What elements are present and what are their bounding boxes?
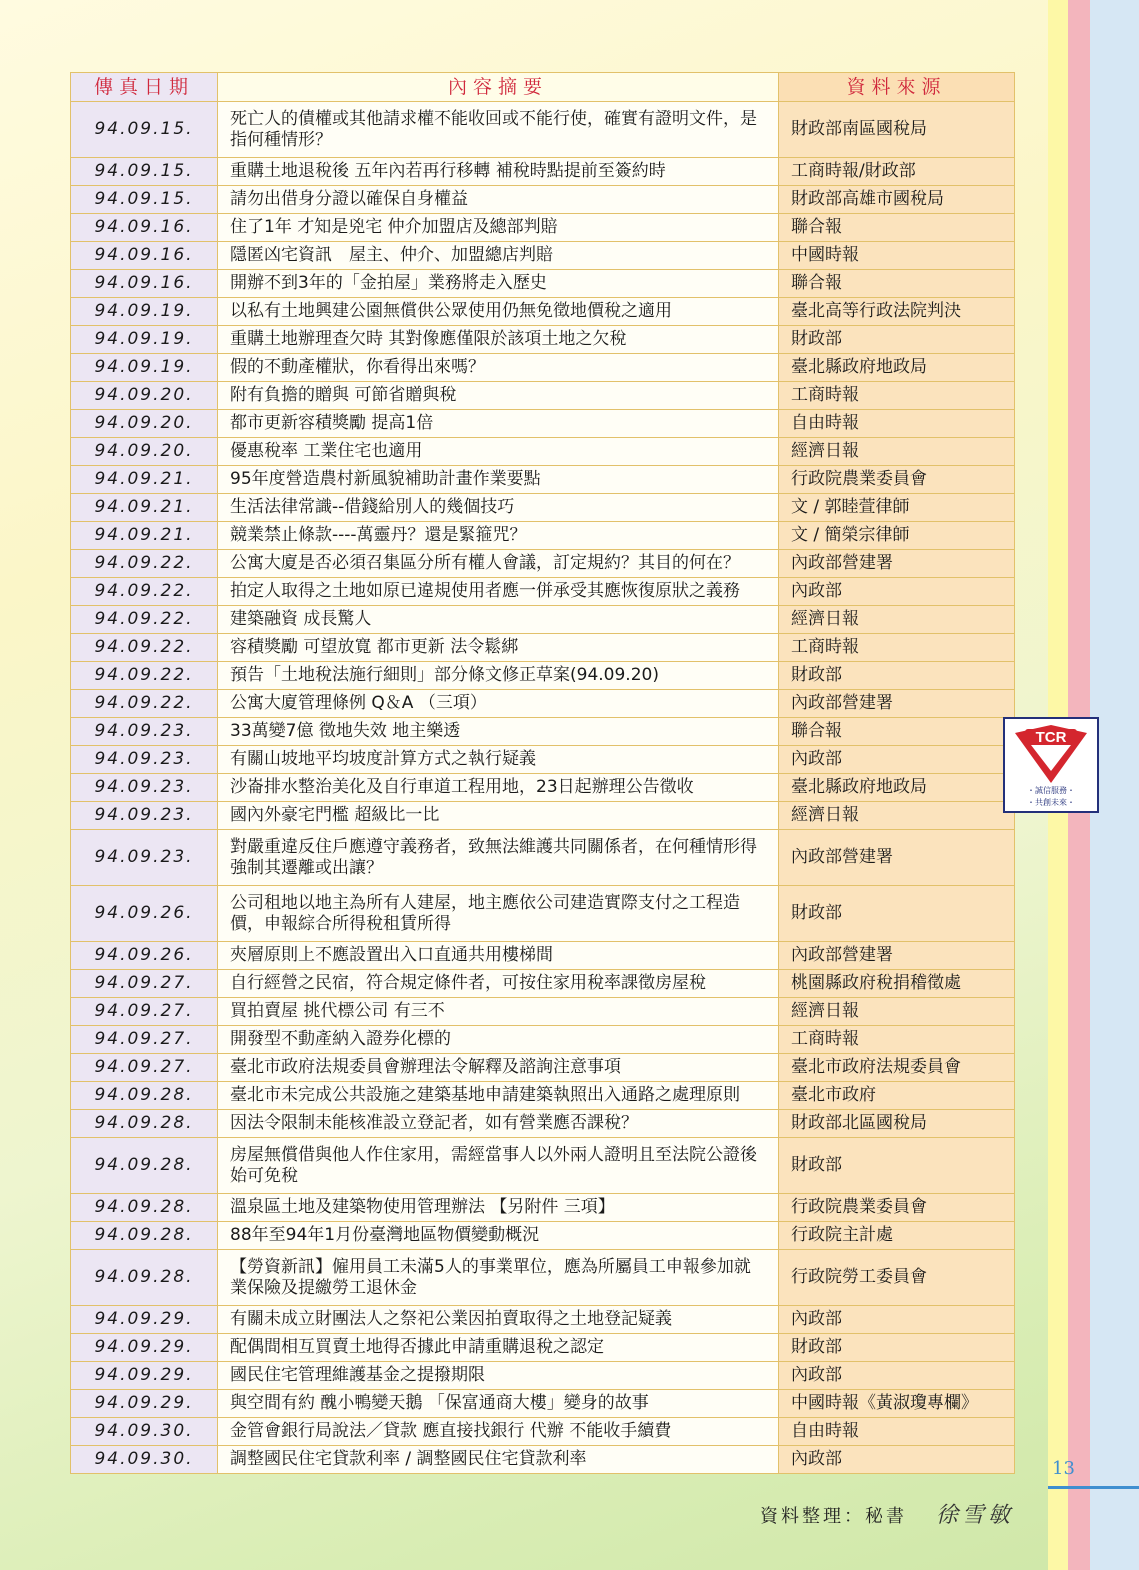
row-date: 94.09.16. xyxy=(71,214,218,242)
row-date: 94.09.23. xyxy=(71,774,218,802)
row-date: 94.09.22. xyxy=(71,634,218,662)
row-source: 桃園縣政府稅捐稽徵處 xyxy=(779,970,1015,998)
row-date: 94.09.29. xyxy=(71,1362,218,1390)
table-row xyxy=(71,830,1015,886)
row-source: 臺北高等行政法院判決 xyxy=(779,298,1015,326)
row-summary: 住了1年 才知是兇宅 仲介加盟店及總部判賠 xyxy=(218,214,779,242)
row-summary: 公司租地以地主為所有人建屋，地主應依公司建造實際支付之工程造價，申報綜合所得稅租賃所得 xyxy=(218,886,779,942)
header-source: 資料來源 xyxy=(779,73,1015,102)
row-date: 94.09.28. xyxy=(71,1222,218,1250)
row-date: 94.09.20. xyxy=(71,382,218,410)
row-source: 臺北縣政府地政局 xyxy=(779,354,1015,382)
table-row xyxy=(71,634,1015,662)
row-date: 94.09.29. xyxy=(71,1306,218,1334)
row-source: 行政院主計處 xyxy=(779,1222,1015,1250)
table-row xyxy=(71,774,1015,802)
row-summary: 公寓大廈管理條例 Q＆A （三項） xyxy=(218,690,779,718)
header-summary: 內容摘要 xyxy=(218,73,779,102)
row-summary: 隱匿凶宅資訊 屋主、仲介、加盟總店判賠 xyxy=(218,242,779,270)
table-row xyxy=(71,578,1015,606)
table-row xyxy=(71,998,1015,1026)
table-row xyxy=(71,1026,1015,1054)
row-source: 文 / 郭睦萱律師 xyxy=(779,494,1015,522)
table-row xyxy=(71,690,1015,718)
row-date: 94.09.22. xyxy=(71,690,218,718)
table-row xyxy=(71,746,1015,774)
row-summary: 配偶間相互買賣土地得否據此申請重購退稅之認定 xyxy=(218,1334,779,1362)
table-row xyxy=(71,606,1015,634)
table-row xyxy=(71,158,1015,186)
table-row xyxy=(71,942,1015,970)
row-date: 94.09.15. xyxy=(71,102,218,158)
row-summary: 夾層原則上不應設置出入口直通共用樓梯間 xyxy=(218,942,779,970)
row-summary: 預告「土地稅法施行細則」部分條文修正草案(94.09.20) xyxy=(218,662,779,690)
row-summary: 重購土地退稅後 五年內若再行移轉 補稅時點提前至簽約時 xyxy=(218,158,779,186)
row-date: 94.09.22. xyxy=(71,550,218,578)
row-date: 94.09.16. xyxy=(71,242,218,270)
row-date: 94.09.22. xyxy=(71,662,218,690)
row-date: 94.09.28. xyxy=(71,1082,218,1110)
table-row xyxy=(71,1138,1015,1194)
table-row xyxy=(71,102,1015,158)
row-source: 內政部 xyxy=(779,1446,1015,1474)
logo-text: TCR xyxy=(1035,729,1067,746)
header-date: 傳真日期 xyxy=(71,73,218,102)
row-date: 94.09.15. xyxy=(71,186,218,214)
table-row xyxy=(71,1418,1015,1446)
table-row xyxy=(71,886,1015,942)
row-summary: 建築融資 成長驚人 xyxy=(218,606,779,634)
row-source: 財政部北區國稅局 xyxy=(779,1110,1015,1138)
table-row xyxy=(71,802,1015,830)
row-source: 經濟日報 xyxy=(779,998,1015,1026)
row-source: 內政部營建署 xyxy=(779,942,1015,970)
row-date: 94.09.20. xyxy=(71,410,218,438)
row-summary: 死亡人的債權或其他請求權不能收回或不能行使，確實有證明文件，是指何種情形？ xyxy=(218,102,779,158)
row-source: 經濟日報 xyxy=(779,606,1015,634)
table-row xyxy=(71,270,1015,298)
row-summary: 金管會銀行局說法／貸款 應直接找銀行 代辦 不能收手續費 xyxy=(218,1418,779,1446)
row-summary: 假的不動產權狀，你看得出來嗎？ xyxy=(218,354,779,382)
table-row xyxy=(71,354,1015,382)
row-source: 臺北市政府 xyxy=(779,1082,1015,1110)
row-summary: 因法令限制未能核准設立登記者，如有營業應否課稅？ xyxy=(218,1110,779,1138)
row-summary: 請勿出借身分證以確保自身權益 xyxy=(218,186,779,214)
table-row xyxy=(71,1390,1015,1418)
row-summary: 房屋無償借與他人作住家用，需經當事人以外兩人證明且至法院公證後始可免稅 xyxy=(218,1138,779,1194)
page-number-rule xyxy=(1048,1486,1139,1489)
row-date: 94.09.29. xyxy=(71,1390,218,1418)
row-source: 工商時報/財政部 xyxy=(779,158,1015,186)
row-source: 臺北縣政府地政局 xyxy=(779,774,1015,802)
row-summary: 溫泉區土地及建築物使用管理辦法 【另附件 三項】 xyxy=(218,1194,779,1222)
row-summary: 臺北市政府法規委員會辦理法令解釋及諮詢注意事項 xyxy=(218,1054,779,1082)
fax-summary-table xyxy=(70,72,1015,1474)
table-row xyxy=(71,214,1015,242)
row-source: 工商時報 xyxy=(779,634,1015,662)
row-date: 94.09.19. xyxy=(71,326,218,354)
table-row xyxy=(71,550,1015,578)
row-source: 財政部南區國稅局 xyxy=(779,102,1015,158)
row-date: 94.09.26. xyxy=(71,886,218,942)
row-source: 聯合報 xyxy=(779,718,1015,746)
row-date: 94.09.23. xyxy=(71,830,218,886)
table-row xyxy=(71,1306,1015,1334)
row-source: 中國時報 xyxy=(779,242,1015,270)
table-row xyxy=(71,242,1015,270)
row-summary: 附有負擔的贈與 可節省贈與稅 xyxy=(218,382,779,410)
row-date: 94.09.27. xyxy=(71,970,218,998)
row-date: 94.09.22. xyxy=(71,606,218,634)
table-body xyxy=(71,102,1015,1474)
table-row xyxy=(71,1054,1015,1082)
row-date: 94.09.28. xyxy=(71,1138,218,1194)
row-source: 內政部 xyxy=(779,1362,1015,1390)
row-date: 94.09.20. xyxy=(71,438,218,466)
row-source: 中國時報《黃淑瓊專欄》 xyxy=(779,1390,1015,1418)
logo-slogan-2: ・共創未來・ xyxy=(1027,798,1075,807)
table-row xyxy=(71,466,1015,494)
row-date: 94.09.28. xyxy=(71,1250,218,1306)
row-summary: 公寓大廈是否必須召集區分所有權人會議，訂定規約？其目的何在？ xyxy=(218,550,779,578)
page-number: 13 xyxy=(1052,1458,1075,1479)
row-summary: 國內外豪宅門檻 超級比一比 xyxy=(218,802,779,830)
row-summary: 與空間有約 醜小鴨變天鵝 「保富通商大樓」變身的故事 xyxy=(218,1390,779,1418)
row-summary: 【勞資新訊】僱用員工未滿5人的事業單位，應為所屬員工申報參加就業保險及提繳勞工退休金 xyxy=(218,1250,779,1306)
row-summary: 競業禁止條款----萬靈丹？還是緊箍咒？ xyxy=(218,522,779,550)
row-date: 94.09.21. xyxy=(71,522,218,550)
row-date: 94.09.16. xyxy=(71,270,218,298)
row-source: 內政部營建署 xyxy=(779,550,1015,578)
logo-slogan-1: ・誠信服務・ xyxy=(1027,786,1075,795)
table-header-row xyxy=(71,73,1015,102)
row-source: 聯合報 xyxy=(779,270,1015,298)
row-date: 94.09.27. xyxy=(71,1054,218,1082)
table-row xyxy=(71,1250,1015,1306)
row-summary: 有關未成立財團法人之祭祀公業因拍賣取得之土地登記疑義 xyxy=(218,1306,779,1334)
row-summary: 95年度營造農村新風貌補助計畫作業要點 xyxy=(218,466,779,494)
table-row xyxy=(71,1082,1015,1110)
row-source: 行政院勞工委員會 xyxy=(779,1250,1015,1306)
row-date: 94.09.28. xyxy=(71,1194,218,1222)
row-summary: 自行經營之民宿，符合規定條件者，可按住家用稅率課徵房屋稅 xyxy=(218,970,779,998)
table-row xyxy=(71,382,1015,410)
row-date: 94.09.30. xyxy=(71,1446,218,1474)
table-row xyxy=(71,438,1015,466)
row-summary: 都市更新容積獎勵 提高1倍 xyxy=(218,410,779,438)
row-summary: 88年至94年1月份臺灣地區物價變動概況 xyxy=(218,1222,779,1250)
tcr-logo xyxy=(1003,717,1099,813)
row-source: 聯合報 xyxy=(779,214,1015,242)
table-row xyxy=(71,662,1015,690)
row-summary: 開辦不到3年的「金拍屋」業務將走入歷史 xyxy=(218,270,779,298)
row-source: 行政院農業委員會 xyxy=(779,466,1015,494)
row-summary: 有關山坡地平均坡度計算方式之執行疑義 xyxy=(218,746,779,774)
row-source: 工商時報 xyxy=(779,382,1015,410)
row-source: 文 / 簡榮宗律師 xyxy=(779,522,1015,550)
row-source: 財政部 xyxy=(779,662,1015,690)
table-row xyxy=(71,1446,1015,1474)
table-row xyxy=(71,718,1015,746)
row-source: 工商時報 xyxy=(779,1026,1015,1054)
row-date: 94.09.19. xyxy=(71,298,218,326)
row-summary: 優惠稅率 工業住宅也適用 xyxy=(218,438,779,466)
row-date: 94.09.21. xyxy=(71,466,218,494)
row-source: 財政部 xyxy=(779,1138,1015,1194)
table-row xyxy=(71,494,1015,522)
signature: 徐雪敏 xyxy=(936,1503,1015,1528)
table-row xyxy=(71,298,1015,326)
row-summary: 買拍賣屋 挑代標公司 有三不 xyxy=(218,998,779,1026)
row-summary: 33萬變7億 徵地失效 地主樂透 xyxy=(218,718,779,746)
table-row xyxy=(71,1194,1015,1222)
row-source: 財政部 xyxy=(779,1334,1015,1362)
table-row xyxy=(71,410,1015,438)
row-date: 94.09.23. xyxy=(71,718,218,746)
row-source: 財政部 xyxy=(779,886,1015,942)
table-row xyxy=(71,1334,1015,1362)
row-source: 內政部營建署 xyxy=(779,830,1015,886)
row-source: 內政部 xyxy=(779,578,1015,606)
row-summary: 對嚴重違反住戶應遵守義務者，致無法維護共同關係者，在何種情形得強制其遷離或出讓？ xyxy=(218,830,779,886)
row-date: 94.09.19. xyxy=(71,354,218,382)
row-source: 內政部 xyxy=(779,746,1015,774)
table-row xyxy=(71,970,1015,998)
row-source: 內政部 xyxy=(779,1306,1015,1334)
table-row xyxy=(71,1362,1015,1390)
row-source: 內政部營建署 xyxy=(779,690,1015,718)
table-row xyxy=(71,522,1015,550)
compiled-by-label: 資料整理：秘書 xyxy=(760,1506,907,1527)
row-date: 94.09.15. xyxy=(71,158,218,186)
row-date: 94.09.27. xyxy=(71,1026,218,1054)
row-source: 臺北市政府法規委員會 xyxy=(779,1054,1015,1082)
row-summary: 調整國民住宅貸款利率 / 調整國民住宅貸款利率 xyxy=(218,1446,779,1474)
row-source: 財政部高雄市國稅局 xyxy=(779,186,1015,214)
row-date: 94.09.22. xyxy=(71,578,218,606)
row-summary: 容積獎勵 可望放寬 都市更新 法令鬆綁 xyxy=(218,634,779,662)
row-date: 94.09.29. xyxy=(71,1334,218,1362)
row-date: 94.09.30. xyxy=(71,1418,218,1446)
row-summary: 開發型不動產納入證券化標的 xyxy=(218,1026,779,1054)
table-row xyxy=(71,1110,1015,1138)
row-source: 經濟日報 xyxy=(779,438,1015,466)
row-source: 經濟日報 xyxy=(779,802,1015,830)
row-source: 財政部 xyxy=(779,326,1015,354)
row-summary: 拍定人取得之土地如原已違規使用者應一併承受其應恢復原狀之義務 xyxy=(218,578,779,606)
tcr-emblem-icon xyxy=(1005,719,1097,789)
row-date: 94.09.21. xyxy=(71,494,218,522)
row-date: 94.09.27. xyxy=(71,998,218,1026)
row-summary: 生活法律常識--借錢給別人的幾個技巧 xyxy=(218,494,779,522)
row-source: 行政院農業委員會 xyxy=(779,1194,1015,1222)
row-summary: 沙崙排水整治美化及自行車道工程用地，23日起辦理公告徵收 xyxy=(218,774,779,802)
row-summary: 重購土地辦理查欠時 其對像應僅限於該項土地之欠稅 xyxy=(218,326,779,354)
table-row xyxy=(71,326,1015,354)
row-source: 自由時報 xyxy=(779,1418,1015,1446)
table-row xyxy=(71,1222,1015,1250)
row-summary: 國民住宅管理維護基金之提撥期限 xyxy=(218,1362,779,1390)
row-date: 94.09.28. xyxy=(71,1110,218,1138)
row-summary: 以私有土地興建公園無償供公眾使用仍無免徵地價稅之適用 xyxy=(218,298,779,326)
row-date: 94.09.26. xyxy=(71,942,218,970)
table-row xyxy=(71,186,1015,214)
row-date: 94.09.23. xyxy=(71,802,218,830)
row-date: 94.09.23. xyxy=(71,746,218,774)
row-source: 自由時報 xyxy=(779,410,1015,438)
row-summary: 臺北市未完成公共設施之建築基地申請建築執照出入通路之處理原則 xyxy=(218,1082,779,1110)
